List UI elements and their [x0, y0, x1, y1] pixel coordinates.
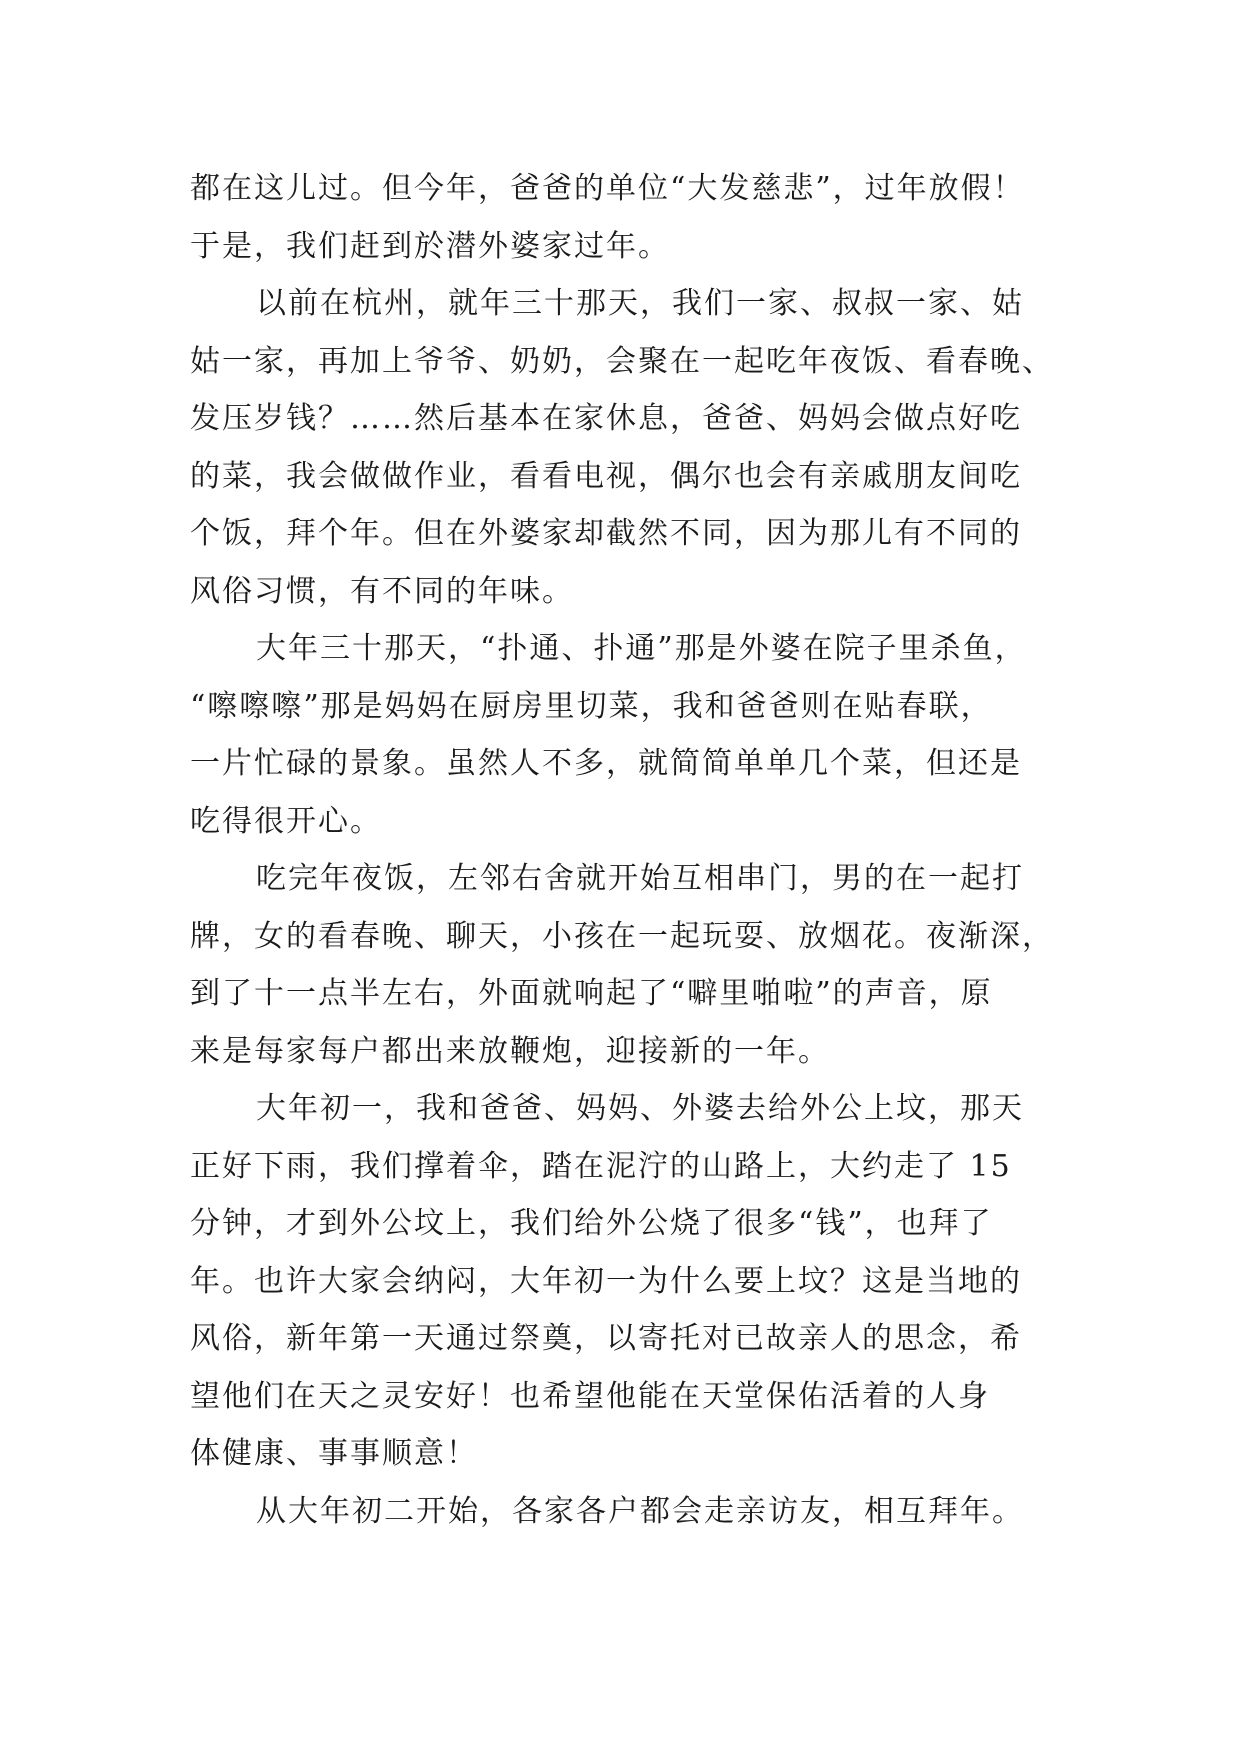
- text-line: 体健康、事事顺意！: [190, 1436, 478, 1471]
- text-line: 发压岁钱？……然后基本在家休息，爸爸、妈妈会做点好吃: [190, 401, 1022, 436]
- text-line: 的菜，我会做做作业，看看电视，偶尔也会有亲戚朋友间吃: [190, 458, 1022, 494]
- text-line: 风俗习惯，有不同的年味。: [190, 573, 574, 609]
- paragraph-first-line: 大年初一，我和爸爸、妈妈、外婆去给外公上坟，那天: [256, 1091, 1024, 1126]
- text-line: 年。也许大家会纳闷，大年初一为什么要上坟？这是当地的: [190, 1263, 1022, 1299]
- text-line: 一片忙碌的景象。虽然人不多，就简简单单几个菜，但还是: [190, 746, 1022, 781]
- text-line: 望他们在天之灵安好！也希望他能在天堂保佑活着的人身: [190, 1378, 990, 1414]
- text-line: “嚓嚓嚓”那是妈妈在厨房里切菜，我和爸爸则在贴春联，: [190, 688, 993, 724]
- text-line: 个饭，拜个年。但在外婆家却截然不同，因为那儿有不同的: [190, 516, 1022, 551]
- essay-text: [190, 160, 1090, 1540]
- text-line: 风俗，新年第一天通过祭奠，以寄托对已故亲人的思念，希: [190, 1321, 1022, 1356]
- paragraph-first-line: 吃完年夜饭，左邻右舍就开始互相串门，男的在一起打: [256, 861, 1024, 896]
- text-line: 牌，女的看春晚、聊天，小孩在一起玩耍、放烟花。夜渐深，: [190, 918, 1054, 954]
- paragraph-first-line: 从大年初二开始，各家各户都会走亲访友，相互拜年。: [256, 1493, 1024, 1529]
- text-line: 到了十一点半左右，外面就响起了“噼里啪啦”的声音，原: [190, 976, 993, 1011]
- text-line: 分钟，才到外公坟上，我们给外公烧了很多“钱”，也拜了: [190, 1206, 993, 1241]
- paragraph-first-line: 大年三十那天，“扑通、扑通”那是外婆在院子里杀鱼，: [256, 631, 1027, 666]
- text-line: 吃得很开心。: [190, 803, 382, 839]
- text-line: 姑一家，再加上爷爷、奶奶，会聚在一起吃年夜饭、看春晚、: [190, 343, 1054, 379]
- text-line: 正好下雨，我们撑着伞，踏在泥泞的山路上，大约走了 15: [190, 1148, 1012, 1184]
- text-line: 都在这儿过。但今年，爸爸的单位“大发慈悲”，过年放假！: [190, 171, 1025, 206]
- paragraph-first-line: 以前在杭州，就年三十那天，我们一家、叔叔一家、姑: [256, 286, 1024, 321]
- text-line: 来是每家每户都出来放鞭炮，迎接新的一年。: [190, 1033, 830, 1069]
- text-line: 于是，我们赶到於潜外婆家过年。: [190, 228, 670, 264]
